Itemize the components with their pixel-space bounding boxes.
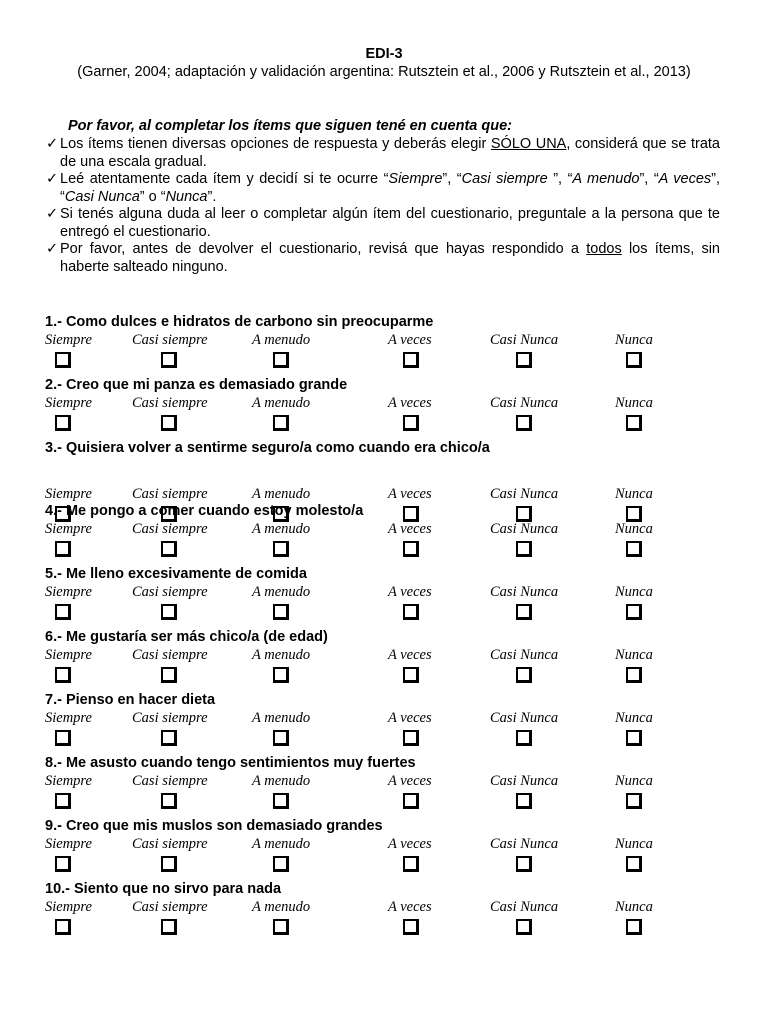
option-label: A menudo	[252, 647, 311, 663]
option-checkbox[interactable]	[273, 352, 289, 368]
option-label: Casi siempre	[132, 773, 208, 789]
emphasis-text: SÓLO UNA	[490, 136, 567, 152]
option-label: Siempre	[45, 521, 92, 537]
option-checkbox[interactable]	[403, 919, 419, 935]
question-text: 7.- Pienso en hacer dieta	[45, 692, 216, 708]
option-checkbox[interactable]	[403, 856, 419, 872]
option-checkbox[interactable]	[55, 793, 71, 809]
instructions-heading: Por favor, al completar los ítems que siguen tené en cuenta que:	[68, 118, 512, 134]
option-label: Nunca	[615, 584, 653, 600]
option-checkbox[interactable]	[403, 352, 419, 368]
option-label: A menudo	[252, 486, 311, 502]
option-label: Siempre	[45, 332, 92, 348]
option-checkbox[interactable]	[161, 793, 177, 809]
question-text: 6.- Me gustaría ser más chico/a (de edad)	[45, 629, 328, 645]
option-label: A menudo	[252, 773, 311, 789]
option-checkbox[interactable]	[161, 667, 177, 683]
option-label: Casi siempre	[132, 836, 208, 852]
option-checkbox[interactable]	[626, 793, 642, 809]
option-term: Nunca	[165, 188, 208, 205]
question-text: 8.- Me asusto cuando tengo sentimientos muy fuertes	[45, 755, 416, 771]
option-label: Casi Nunca	[490, 395, 559, 411]
instruction-item	[46, 136, 720, 171]
instruction-text: ”, “	[553, 171, 573, 187]
questionnaire-item	[0, 818, 768, 880]
option-label: Siempre	[45, 395, 92, 411]
option-checkbox[interactable]	[55, 919, 71, 935]
option-label: A veces	[388, 710, 432, 726]
instruction-item	[46, 241, 720, 276]
option-term: Casi Nunca	[64, 188, 140, 205]
question-text: 1.- Como dulces e hidratos de carbono sin preocuparme	[45, 314, 434, 330]
option-label: A veces	[388, 486, 432, 502]
option-checkbox[interactable]	[273, 730, 289, 746]
option-checkbox[interactable]	[55, 541, 71, 557]
option-label: A veces	[388, 647, 432, 663]
question-text: 5.- Me lleno excesivamente de comida	[45, 566, 307, 582]
option-label: Nunca	[615, 486, 653, 502]
option-checkbox[interactable]	[273, 604, 289, 620]
questionnaire-item	[0, 755, 768, 817]
option-checkbox[interactable]	[626, 352, 642, 368]
option-checkbox[interactable]	[273, 793, 289, 809]
option-label: Siempre	[45, 710, 92, 726]
option-label: A menudo	[252, 836, 311, 852]
option-label: Siempre	[45, 773, 92, 789]
question-text: 10.- Siento que no sirvo para nada	[45, 881, 282, 897]
option-checkbox[interactable]	[516, 793, 532, 809]
option-label: Casi siempre	[132, 486, 208, 502]
emphasis-text: todos	[586, 241, 622, 257]
option-label: Casi siempre	[132, 710, 208, 726]
option-checkbox[interactable]	[273, 667, 289, 683]
option-label: Casi siempre	[132, 899, 208, 915]
option-checkbox[interactable]	[55, 667, 71, 683]
option-label: A menudo	[252, 584, 311, 600]
option-label: Casi Nunca	[490, 710, 559, 726]
option-label: Casi siempre	[132, 647, 208, 663]
option-label: Casi Nunca	[490, 899, 559, 915]
option-checkbox[interactable]	[516, 604, 532, 620]
questionnaire-item	[0, 377, 768, 439]
option-checkbox[interactable]	[626, 667, 642, 683]
option-label: A menudo	[252, 332, 311, 348]
instruction-text: Los ítems tienen diversas opciones de respuesta y deberás elegir	[60, 136, 491, 152]
option-label: Casi Nunca	[490, 647, 559, 663]
option-checkbox[interactable]	[55, 352, 71, 368]
option-label: Siempre	[45, 836, 92, 852]
option-checkbox[interactable]	[161, 352, 177, 368]
questionnaire-item	[0, 692, 768, 754]
instruction-item	[46, 171, 720, 206]
option-checkbox[interactable]	[516, 541, 532, 557]
option-checkbox[interactable]	[273, 541, 289, 557]
instruction-text: Si tenés alguna duda al leer o completar algún ítem del cuestionario, preguntale a la persona que te entregó el cuestionario.	[60, 206, 720, 240]
document-title: EDI-3	[365, 46, 403, 62]
option-checkbox[interactable]	[626, 919, 642, 935]
option-checkbox[interactable]	[516, 415, 532, 431]
option-label: A menudo	[252, 395, 311, 411]
option-checkbox[interactable]	[161, 604, 177, 620]
option-checkbox[interactable]	[516, 730, 532, 746]
option-checkbox[interactable]	[626, 415, 642, 431]
option-checkbox[interactable]	[161, 730, 177, 746]
option-label: Casi Nunca	[490, 773, 559, 789]
option-label: A veces	[388, 332, 432, 348]
option-checkbox[interactable]	[626, 856, 642, 872]
option-label: Casi siempre	[132, 332, 208, 348]
option-checkbox[interactable]	[516, 352, 532, 368]
question-text: 2.- Creo que mi panza es demasiado grande	[45, 377, 348, 393]
option-label: A veces	[388, 899, 432, 915]
option-label: Nunca	[615, 773, 653, 789]
check-mark-icon: ✓	[46, 241, 59, 257]
instruction-text: ”, “	[639, 171, 659, 187]
instruction-text: , considerá que se trata de una escala gradual.	[60, 136, 720, 170]
option-label: Nunca	[615, 395, 653, 411]
questionnaire-item	[0, 629, 768, 691]
option-checkbox[interactable]	[516, 667, 532, 683]
option-checkbox[interactable]	[55, 856, 71, 872]
option-term: A veces	[658, 171, 712, 187]
question-text: 3.- Quisiera volver a sentirme seguro/a como cuando era chico/a	[45, 440, 490, 456]
questionnaire-item	[0, 566, 768, 628]
option-label: Nunca	[615, 521, 653, 537]
instruction-item	[46, 206, 720, 241]
instruction-text: ”.	[207, 188, 217, 205]
option-checkbox[interactable]	[516, 856, 532, 872]
option-label: Siempre	[45, 486, 92, 502]
option-label: Casi siempre	[132, 521, 208, 537]
instruction-text: Leé atentamente cada ítem y decidí si te ocurre “	[60, 171, 389, 187]
option-checkbox[interactable]	[161, 541, 177, 557]
option-checkbox[interactable]	[626, 604, 642, 620]
option-label: Casi siempre	[132, 395, 208, 411]
option-label: Siempre	[45, 899, 92, 915]
option-label: Nunca	[615, 332, 653, 348]
option-label: A menudo	[252, 710, 311, 726]
option-checkbox[interactable]	[403, 541, 419, 557]
option-label: Casi Nunca	[490, 836, 559, 852]
option-label: Siempre	[45, 584, 92, 600]
option-checkbox[interactable]	[403, 793, 419, 809]
option-checkbox[interactable]	[403, 667, 419, 683]
option-label: Casi Nunca	[490, 486, 559, 502]
option-checkbox[interactable]	[161, 415, 177, 431]
option-label: Nunca	[615, 647, 653, 663]
instruction-text: los ítems, sin haberte salteado ninguno.	[60, 241, 720, 275]
option-checkbox[interactable]	[55, 604, 71, 620]
document-subtitle: (Garner, 2004; adaptación y validación argentina: Rutsztein et al., 2006 y Rutsztein et al., 2013)	[77, 64, 691, 80]
option-checkbox[interactable]	[403, 604, 419, 620]
option-checkbox[interactable]	[626, 541, 642, 557]
option-checkbox[interactable]	[626, 730, 642, 746]
question-text: 4.- Me pongo a comer cuando estoy molesto/a	[45, 503, 364, 519]
instruction-text: Por favor, antes de devolver el cuestionario, revisá que hayas respondido a	[60, 241, 587, 257]
option-label: Casi siempre	[132, 584, 208, 600]
option-checkbox[interactable]	[161, 856, 177, 872]
check-mark-icon: ✓	[46, 206, 59, 222]
option-label: A veces	[388, 395, 432, 411]
option-label: Casi Nunca	[490, 332, 559, 348]
option-checkbox[interactable]	[273, 919, 289, 935]
question-text: 9.- Creo que mis muslos son demasiado grandes	[45, 818, 383, 834]
option-checkbox[interactable]	[516, 919, 532, 935]
instruction-text: ”, “	[60, 171, 721, 205]
option-checkbox[interactable]	[55, 730, 71, 746]
option-label: Casi Nunca	[490, 584, 559, 600]
option-term: Siempre	[388, 171, 443, 187]
questionnaire-item	[0, 881, 768, 943]
questionnaire-item	[0, 503, 768, 565]
option-label: A veces	[388, 521, 432, 537]
option-checkbox[interactable]	[55, 415, 71, 431]
check-mark-icon: ✓	[46, 136, 59, 152]
questionnaire-item	[0, 440, 768, 502]
option-label: A menudo	[252, 521, 311, 537]
option-checkbox[interactable]	[161, 919, 177, 935]
option-label: A menudo	[252, 899, 311, 915]
option-label: Nunca	[615, 836, 653, 852]
option-label: A veces	[388, 773, 432, 789]
instructions-list	[46, 136, 720, 276]
questionnaire-item	[0, 314, 768, 376]
option-checkbox[interactable]	[273, 415, 289, 431]
option-checkbox[interactable]	[403, 415, 419, 431]
instruction-text: ” o “	[139, 188, 166, 205]
check-mark-icon: ✓	[46, 171, 59, 187]
instruction-text: ”, “	[442, 171, 462, 187]
option-term: A menudo	[572, 171, 640, 187]
option-label: A veces	[388, 584, 432, 600]
option-label: A veces	[388, 836, 432, 852]
option-term: Casi siempre	[461, 171, 554, 187]
option-label: Siempre	[45, 647, 92, 663]
option-label: Nunca	[615, 710, 653, 726]
option-label: Nunca	[615, 899, 653, 915]
option-checkbox[interactable]	[273, 856, 289, 872]
option-label: Casi Nunca	[490, 521, 559, 537]
option-checkbox[interactable]	[403, 730, 419, 746]
